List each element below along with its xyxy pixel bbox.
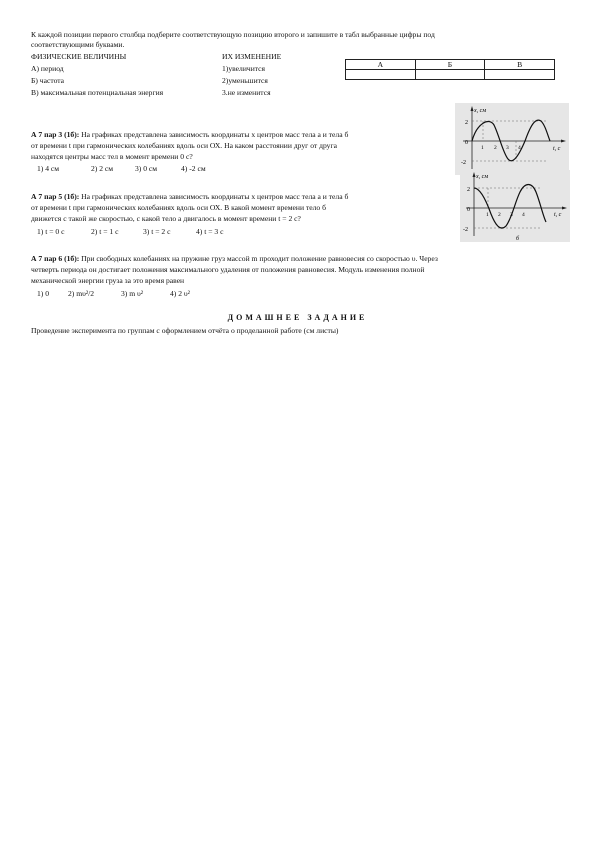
q6-text-2: четверть периода он достигает положения максимального удаления от положения равновесия. Модуль изменения полной (31, 265, 425, 274)
graph-a-tick-x-1: 1 (481, 145, 484, 151)
intro-line-2: соответствующими буквами. (31, 40, 125, 49)
graph-b-y-label: x, см (476, 174, 489, 180)
graph-a-tick-x-2: 2 (494, 145, 497, 151)
q5-label: А 7 пар 5 (1б): (31, 192, 80, 201)
q5-text-2: от времени t при гармонических колебаниях вдоль оси ОХ. В какой момент времени тело б (31, 203, 326, 212)
q5-line-1 (31, 192, 348, 202)
q6-option-1[interactable]: 1) 0 (37, 289, 50, 298)
matching-right-1: 1)увеличится (222, 64, 266, 73)
graph-a-tick-x-3: 3 (506, 145, 509, 151)
graph-b (460, 170, 570, 242)
q6-option-3[interactable]: 3) m υ² (121, 289, 144, 298)
q5-option-3[interactable]: 3) t = 2 с (143, 227, 171, 236)
q3-label: А 7 пар 3 (1б): (31, 130, 80, 139)
answer-cell-v[interactable] (485, 70, 555, 80)
q3-text-2: от времени t при гармонических колебаниях вдоль оси ОХ. На каком расстоянии друг от друга (31, 141, 337, 150)
homework-title: ДОМАШНЕЕ ЗАДАНИЕ (227, 313, 368, 322)
q6-option-2[interactable]: 2) mυ²/2 (68, 289, 95, 298)
q3-text-3: находятся центры масс тел в момент времени 0 с? (31, 152, 193, 161)
graph-a-x-arrow-icon (561, 140, 566, 143)
q6-option-4[interactable]: 4) 2 υ² (170, 289, 190, 298)
graph-a-svg (455, 103, 569, 175)
matching-right-2: 2)уменьшится (222, 76, 268, 85)
q6-label: А 7 пар 6 (1б): (31, 254, 80, 263)
q3-option-2[interactable]: 2) 2 см (91, 164, 114, 173)
homework-text: Проведение эксперимента по группам с оформлением отчёта о проделанной работе (см листы) (31, 326, 339, 335)
q3-text-1: На графиках представлена зависимость координаты х центров масс тела а и тела б (81, 130, 349, 139)
graph-b-tick-y-2: 2 (467, 187, 470, 193)
graph-b-tick-y-0: 0 (467, 207, 470, 213)
q6-text-1: При свободных колебаниях на пружине груз массой m проходит положение равновесия со скоростью υ. Через (81, 254, 438, 263)
graph-b-tick-y-neg2: -2 (463, 227, 468, 233)
intro-line-1: К каждой позиции первого столбца подберите соответствующую позицию второго и запишите в табл выбранные цифры под (31, 30, 435, 39)
answer-table-header-a: А (346, 60, 416, 70)
graph-a-y-label: x, см (474, 108, 487, 114)
matching-col2-header: ИХ ИЗМЕНЕНИЕ (222, 52, 282, 61)
graph-b-x-label: t, с (554, 212, 562, 218)
matching-left-a: А) период (31, 64, 64, 73)
graph-b-x-arrow-icon (562, 207, 567, 210)
graph-b-tick-x-2: 2 (498, 212, 501, 218)
answer-cell-a[interactable] (346, 70, 416, 80)
answer-table-header-v: В (485, 60, 555, 70)
q5-text-1: На графиках представлена зависимость координаты х центров масс тела а и тела б (81, 192, 349, 201)
matching-left-b: Б) частота (31, 76, 65, 85)
graph-a-tick-y-0: 0 (465, 140, 468, 146)
q3-option-4[interactable]: 4) -2 см (181, 164, 206, 173)
matching-right-3: 3.не изменится (222, 88, 271, 97)
graph-a-curve (472, 120, 550, 161)
graph-b-caption: б (516, 236, 520, 242)
q5-option-1[interactable]: 1) t = 0 с (37, 227, 65, 236)
q3-line-1 (31, 130, 348, 140)
answer-table-header-b: Б (415, 60, 485, 70)
answer-cell-b[interactable] (415, 70, 485, 80)
graph-a-x-label: t, с (553, 146, 561, 152)
graph-a (455, 103, 569, 175)
matching-col1-header: ФИЗИЧЕСКИЕ ВЕЛИЧИНЫ (31, 52, 127, 61)
q3-option-3[interactable]: 3) 0 см (135, 164, 158, 173)
q5-option-2[interactable]: 2) t = 1 с (91, 227, 119, 236)
graph-b-tick-x-3: 3 (510, 212, 513, 218)
graph-b-svg (460, 170, 570, 242)
graph-b-tick-x-4: 4 (522, 212, 525, 218)
graph-a-tick-x-4: 4 (518, 145, 521, 151)
graph-b-tick-x-1: 1 (486, 212, 489, 218)
q5-text-3: движется с такой же скоростью, с какой тело а двигалось в момент времени t = 2 с? (31, 214, 301, 223)
graph-b-curve (474, 185, 546, 229)
graph-a-tick-y-neg2: -2 (461, 160, 466, 166)
graph-a-tick-y-2: 2 (465, 120, 468, 126)
answer-table (345, 59, 555, 80)
q6-line-1 (31, 254, 438, 264)
q6-text-3: механической энергии груза за это время равен (31, 276, 185, 285)
q3-option-1[interactable]: 1) 4 см (37, 164, 60, 173)
q5-option-4[interactable]: 4) t = 3 с (196, 227, 224, 236)
matching-left-v: В) максимальная потенциальная энергия (31, 88, 164, 97)
